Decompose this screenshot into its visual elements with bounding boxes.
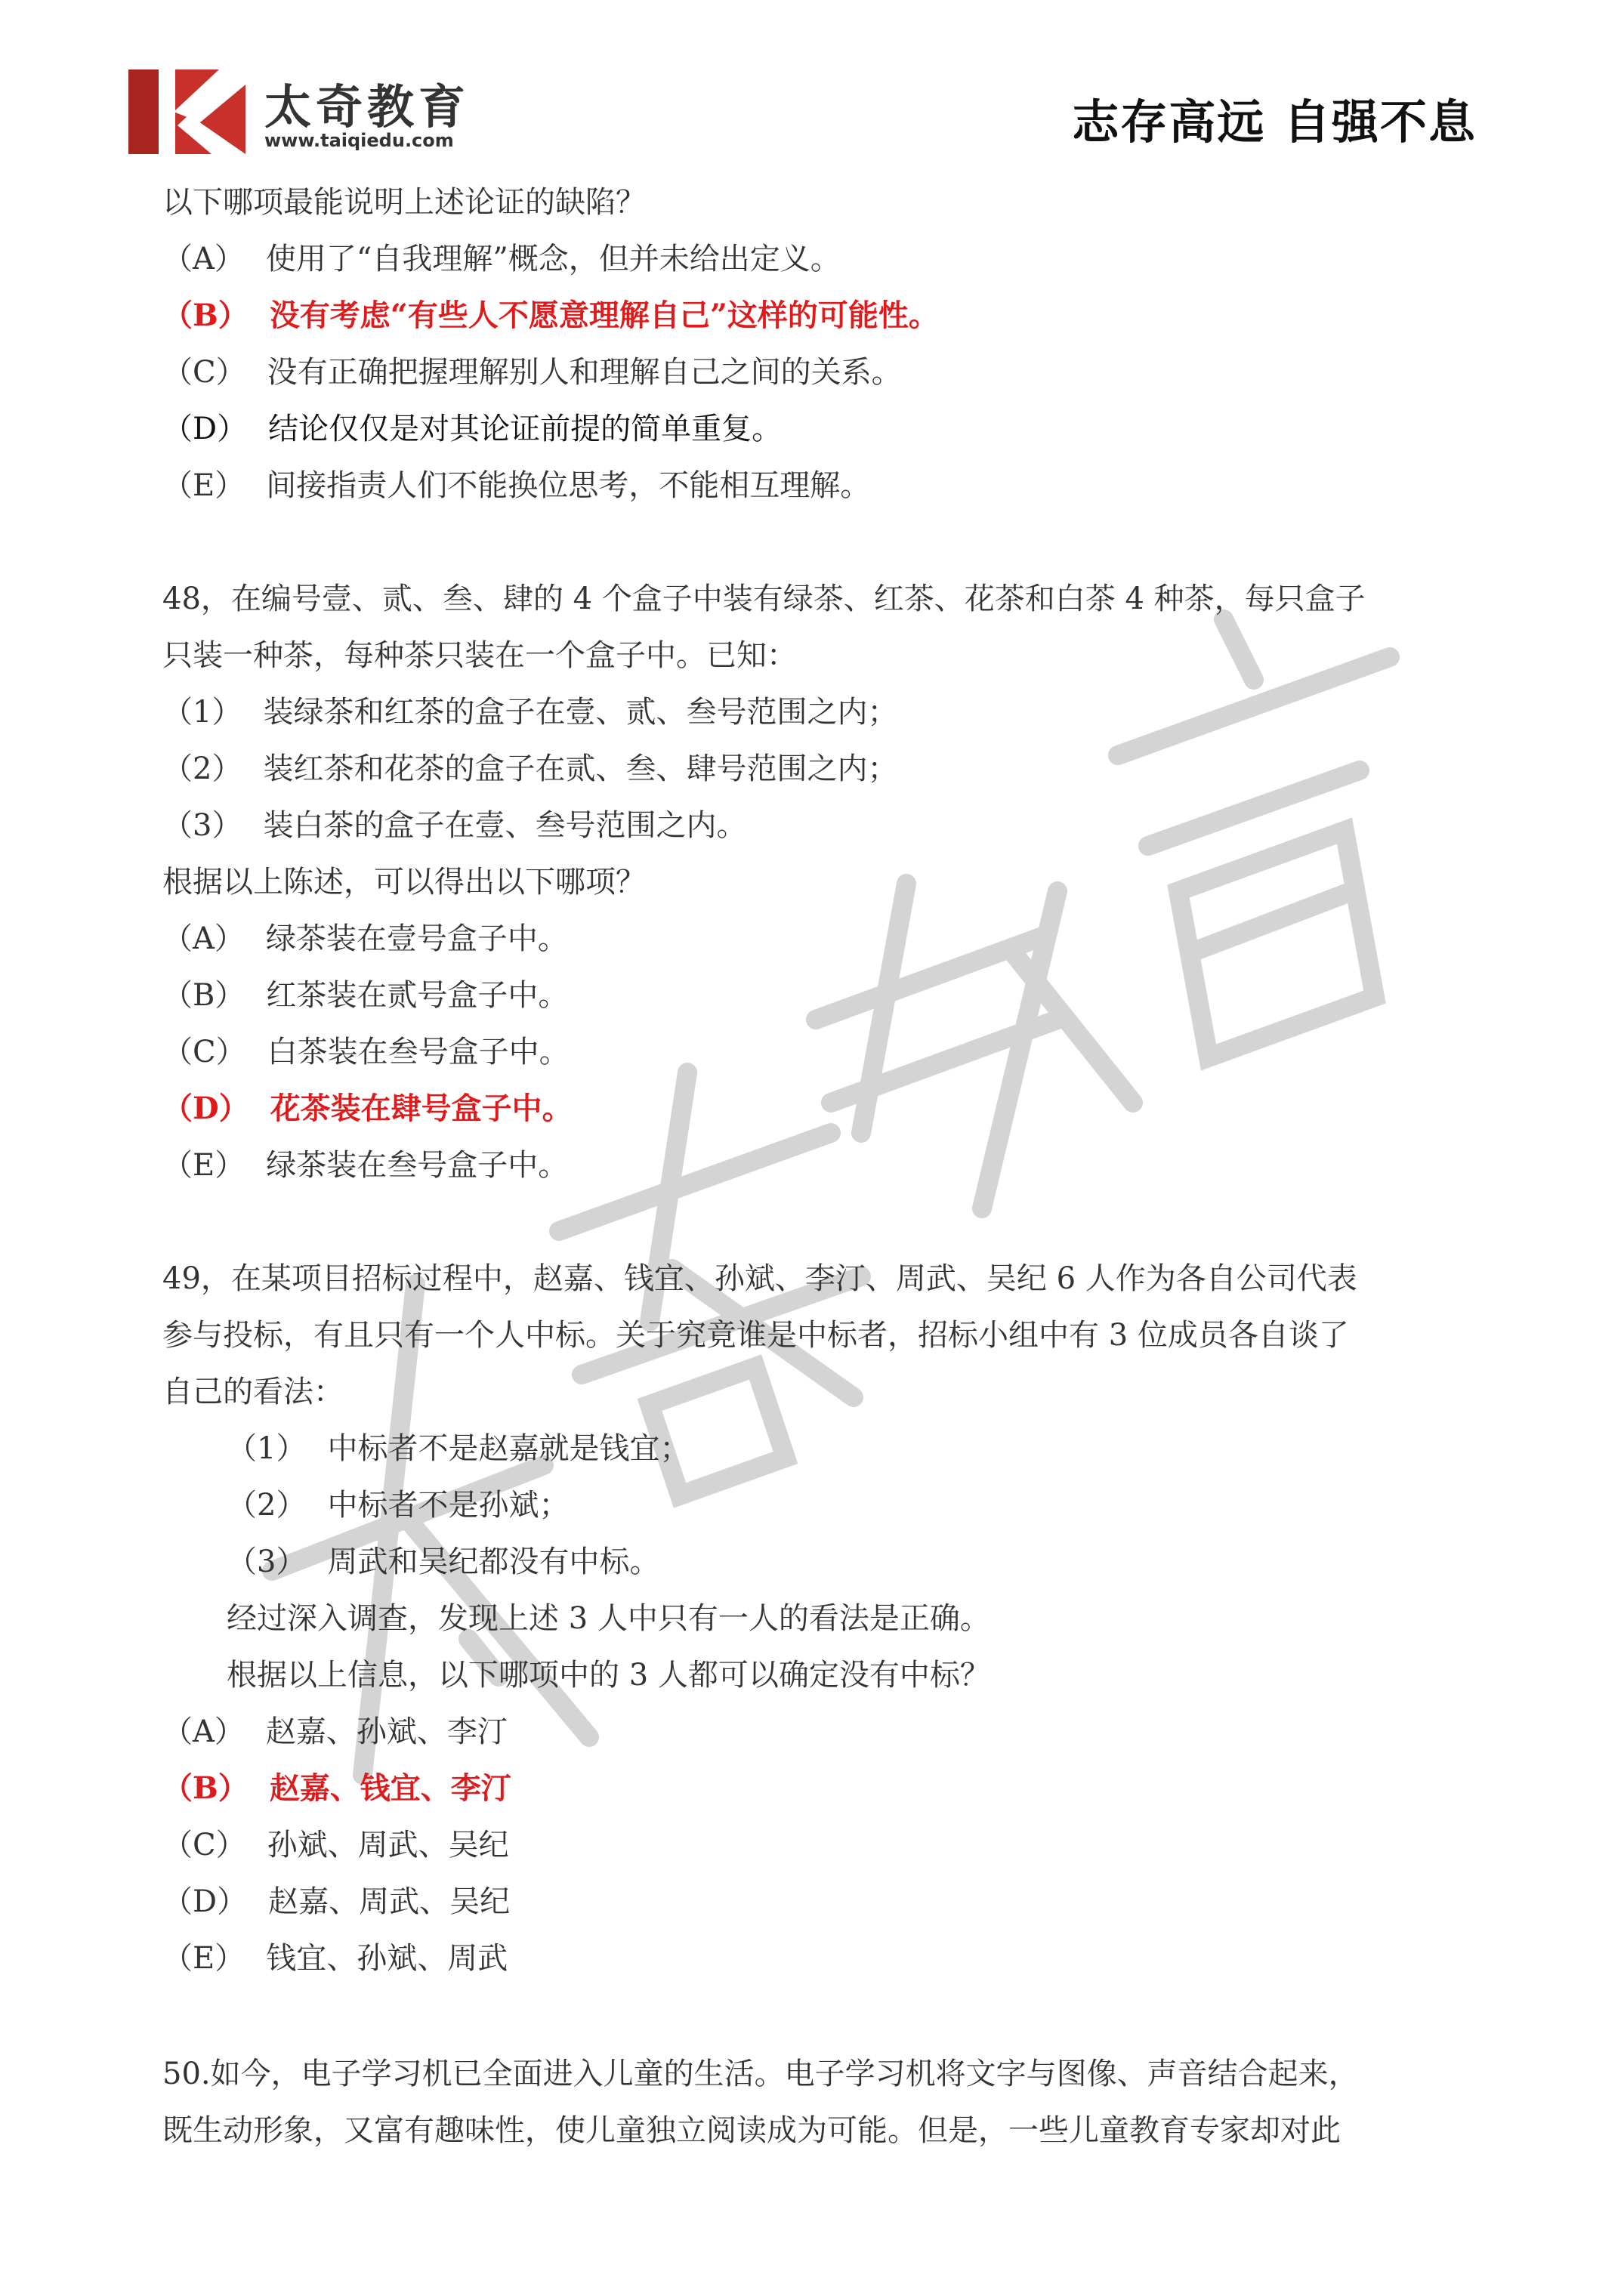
q48-option-e[interactable]: [162, 1144, 568, 1187]
option-text: 孙斌、周武、吴纪: [267, 1828, 509, 1862]
q48-condition-1: [162, 691, 897, 733]
option-text: 花茶装在肆号盒子中。: [270, 1091, 573, 1126]
option-text: 赵嘉、钱宜、李汀: [269, 1770, 511, 1806]
q49-stem-line1: 49，在某项目招标过程中，赵嘉、钱宜、孙斌、李汀、周武、吴纪 6 人作为各自公司代表: [162, 1261, 1357, 1296]
option-text: 红茶装在贰号盒子中。: [266, 978, 569, 1013]
condition-text: 周武和吴纪都没有中标。: [327, 1545, 660, 1579]
q47-option-e[interactable]: [162, 464, 870, 507]
q49-condition-3: [227, 1541, 659, 1583]
condition-label: （1）: [162, 695, 242, 730]
q48-option-a[interactable]: [162, 918, 568, 960]
option-label: （C）: [162, 1035, 246, 1069]
q50-stem-line1: 50.如今，电子学习机已全面进入儿童的生活。电子学习机将文字与图像、声音结合起来，: [162, 2057, 1359, 2091]
q48-stem-line1: 48，在编号壹、贰、叁、肆的 4 个盒子中装有绿茶、红茶、花茶和白茶 4 种茶，每只盒子: [162, 582, 1366, 616]
option-label: （E）: [162, 468, 245, 503]
option-label: （B）: [162, 1770, 249, 1806]
q48-condition-3: [162, 804, 746, 847]
condition-label: （3）: [227, 1545, 307, 1579]
q49-condition-2: [227, 1484, 569, 1526]
q47-option-d[interactable]: [162, 408, 782, 450]
option-text: 使用了“自我理解”概念，但并未给出定义。: [265, 242, 841, 276]
option-label: （C）: [162, 355, 246, 390]
q49-condition-1: [227, 1427, 690, 1470]
option-text: 没有考虑“有些人不愿意理解自己”这样的可能性。: [269, 298, 939, 333]
option-label: （B）: [162, 298, 249, 333]
condition-label: （1）: [227, 1431, 307, 1466]
condition-label: （2）: [227, 1488, 307, 1523]
condition-label: （3）: [162, 808, 242, 843]
option-text: 间接指责人们不能换位思考，不能相互理解。: [266, 468, 871, 503]
option-label: （D）: [162, 412, 248, 446]
condition-label: （2）: [162, 751, 242, 786]
option-text: 没有正确把握理解别人和理解自己之间的关系。: [267, 355, 902, 390]
taiqi-logo-icon: [128, 69, 245, 154]
page-header: [0, 0, 1624, 166]
option-label: （D）: [162, 1091, 249, 1126]
option-label: （C）: [162, 1828, 246, 1862]
q48-stem-line2: 只装一种茶，每种茶只装在一个盒子中。已知：: [162, 638, 797, 673]
q49-finding: 经过深入调查，发现上述 3 人中只有一人的看法是正确。: [227, 1601, 990, 1636]
q47-option-b-correct[interactable]: [162, 295, 939, 337]
option-label: （A）: [162, 1714, 245, 1749]
q49-option-a[interactable]: [162, 1711, 508, 1753]
option-text: 绿茶装在壹号盒子中。: [265, 921, 568, 956]
q50-stem-line2: 既生动形象，又富有趣味性，使儿童独立阅读成为可能。但是，一些儿童教育专家却对此: [162, 2113, 1341, 2148]
condition-text: 中标者不是赵嘉就是钱宜；: [327, 1431, 690, 1466]
q49-option-e[interactable]: [162, 1937, 508, 1980]
condition-text: 装红茶和花茶的盒子在贰、叁、肆号范围之内；: [263, 751, 898, 786]
option-text: 赵嘉、孙斌、李汀: [265, 1714, 508, 1749]
q48-question: 根据以上陈述，可以得出以下哪项？: [162, 865, 646, 900]
slogan: 志存高远 自强不息: [1072, 94, 1477, 150]
q49-option-d[interactable]: [162, 1881, 510, 1923]
condition-text: 装绿茶和红茶的盒子在壹、贰、叁号范围之内；: [263, 695, 898, 730]
option-text: 钱宜、孙斌、周武: [266, 1941, 508, 1976]
brand-url: www.taiqiedu.com: [264, 130, 454, 151]
q47-prompt: 以下哪项最能说明上述论证的缺陷？: [162, 185, 646, 220]
q47-option-c[interactable]: [162, 351, 902, 393]
condition-text: 装白茶的盒子在壹、叁号范围之内。: [263, 808, 747, 843]
q49-option-c[interactable]: [162, 1824, 509, 1866]
q48-option-b[interactable]: [162, 974, 568, 1017]
q49-stem-line2: 参与投标，有且只有一个人中标。关于究竟谁是中标者，招标小组中有 3 位成员各自谈了: [162, 1318, 1349, 1353]
q48-condition-2: [162, 748, 897, 790]
option-label: （E）: [162, 1148, 245, 1183]
q49-stem-line3: 自己的看法：: [162, 1375, 344, 1409]
option-text: 赵嘉、周武、吴纪: [268, 1884, 511, 1919]
q49-question: 根据以上信息，以下哪项中的 3 人都可以确定没有中标？: [227, 1658, 990, 1693]
option-label: （B）: [162, 978, 245, 1013]
option-text: 绿茶装在叁号盒子中。: [266, 1148, 569, 1183]
option-label: （A）: [162, 242, 245, 276]
option-text: 结论仅仅是对其论证前提的简单重复。: [268, 412, 783, 446]
option-text: 白茶装在叁号盒子中。: [267, 1035, 570, 1069]
option-label: （E）: [162, 1941, 245, 1976]
q47-option-a[interactable]: [162, 238, 841, 280]
q48-option-d-correct[interactable]: [162, 1088, 573, 1130]
q49-option-b-correct[interactable]: [162, 1767, 511, 1810]
q48-option-c[interactable]: [162, 1031, 570, 1073]
option-label: （A）: [162, 921, 245, 956]
option-label: （D）: [162, 1884, 248, 1919]
brand-name: 太奇教育: [264, 79, 471, 134]
condition-text: 中标者不是孙斌；: [327, 1488, 570, 1523]
